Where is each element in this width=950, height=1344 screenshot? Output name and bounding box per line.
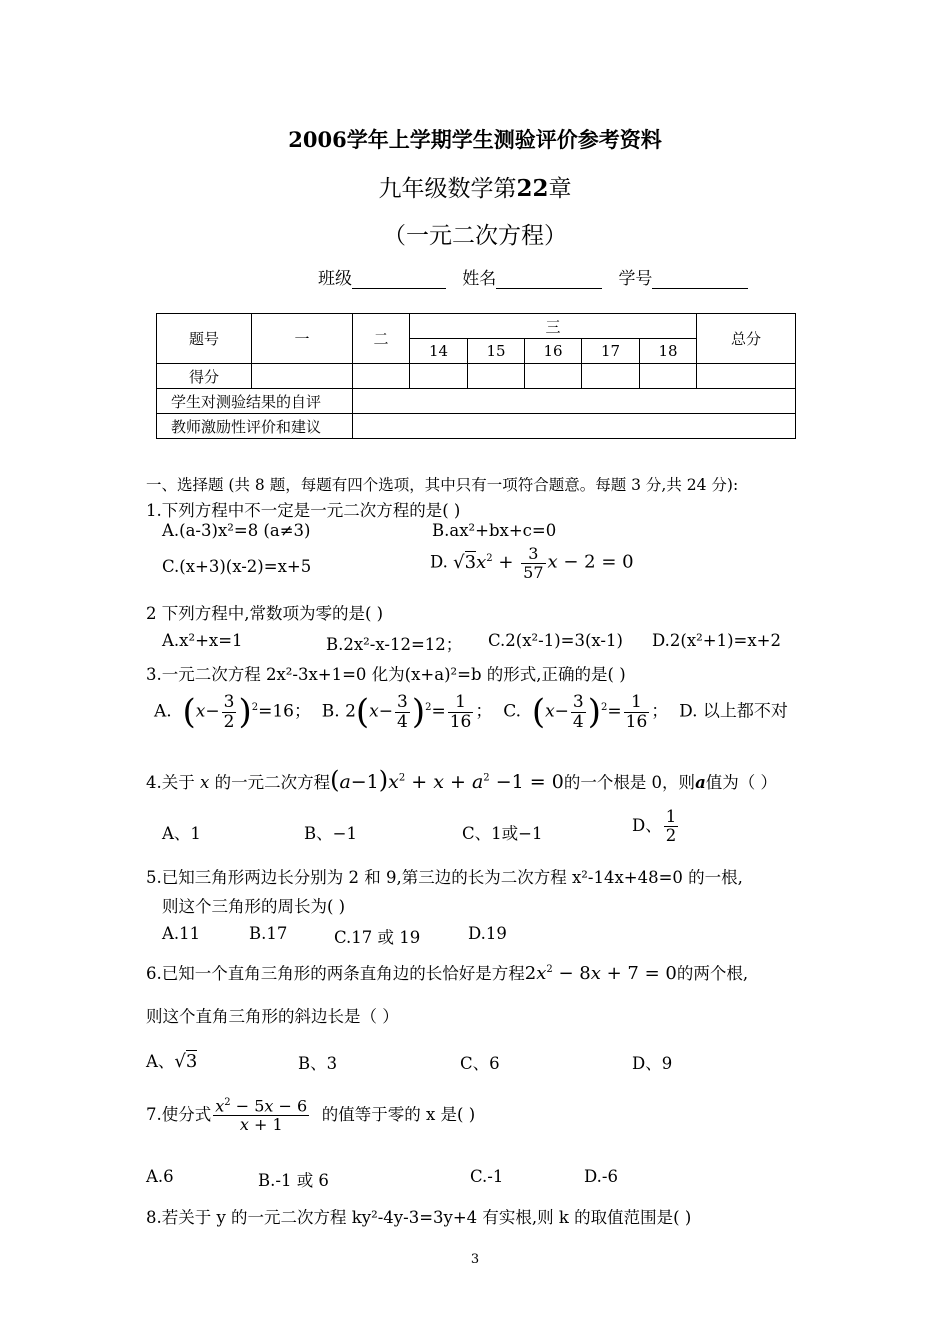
question-5-option-a: A.11 [162,924,201,943]
header-question-number: 题号 [157,314,252,364]
row-teacher-eval-label: 教师激励性评价和建议 [157,414,353,439]
question-5-option-d: D.19 [468,924,507,943]
question-7-option-d: D.-6 [584,1167,618,1186]
score-cell [582,364,640,389]
question-4-option-d: D、 $\frac{1}{2}$ [632,807,677,846]
question-1-stem: 1.下列方程中不一定是一元二次方程的是( ) [146,501,461,520]
name-blank [496,268,602,289]
document-topic: （一元二次方程） [383,223,567,249]
question-5-option-b: B.17 [249,924,288,943]
document-subtitle: 九年级数学第22章 [378,175,572,202]
question-5-stem-line-2: 则这个三角形的周长为( ) [162,897,346,916]
class-blank [352,268,446,289]
question-2-stem: 2 下列方程中,常数项为零的是( ) [146,604,384,623]
question-4-stem: 4.关于 x 的一元二次方程$(a-1)x^2 + x + a^2 -1 = 0$的一个根是 0，则a值为（ ） [146,766,778,794]
question-6-option-c: C、6 [460,1054,500,1073]
question-2-option-a: A.x²+x=1 [162,631,243,650]
header-part-three: 三 [410,314,697,339]
score-table [156,313,796,439]
score-cell [640,364,697,389]
score-cell [410,364,468,389]
question-6-stem-line-2: 则这个直角三角形的斜边长是（ ） [146,1007,399,1026]
question-1-option-c: C.(x+3)(x-2)=x+5 [162,557,312,576]
question-6-option-d: D、9 [632,1054,673,1073]
question-6-option-b: B、3 [298,1054,338,1073]
row-self-eval-label: 学生对测验结果的自评 [157,389,353,414]
question-3-option-c: C. [503,701,521,722]
question-7-option-a: A.6 [146,1167,174,1186]
question-7-option-b: B.-1 或 6 [258,1171,329,1190]
score-cell [468,364,525,389]
class-label: 班级 [318,269,352,289]
subheader-15: 15 [468,339,525,364]
subheader-18: 18 [640,339,697,364]
name-label: 姓名 [462,269,497,289]
question-7-stem: 7.使分式 $\frac{x^2 - 5x - 6}{x + 1}$ 的值等于零的 x 是( ) [146,1096,476,1134]
subheader-16: 16 [525,339,582,364]
question-3-option-d: D. 以上都不对 [679,701,788,722]
question-4-option-b: B、−1 [304,824,357,843]
score-cell [525,364,582,389]
question-1-option-d: D. $√3x^2$ + $\frac{3}{57}$ x − 2 = 0 [430,544,634,582]
header-total: 总分 [697,314,796,364]
question-6-stem-line-1: 6.已知一个直角三角形的两条直角边的长恰好是方程$2x^2 - 8x + 7 = 0$的两个根, [146,963,749,984]
question-4-option-a: A、1 [162,824,201,843]
question-3-option-a: A. [154,701,172,722]
question-2-option-c: C.2(x²-1)=3(x-1) [488,631,623,650]
question-8-stem: 8.若关于 y 的一元二次方程 ky²-4y-3=3y+4 有实根,则 k 的取值范围是( ) [146,1208,692,1227]
question-1-option-a: A.(a-3)x²=8 (a≠3) [162,521,311,540]
question-1-option-b: B.ax²+bx+c=0 [432,521,557,540]
question-3-option-b: B. [321,701,340,722]
page-number: 3 [470,1252,480,1267]
student-info-line [318,264,748,289]
question-6-option-a: A、√3 [146,1051,198,1072]
self-eval-cell [353,389,796,414]
subheader-17: 17 [582,339,640,364]
question-4-option-c: C、1或−1 [462,824,543,843]
row-score-label: 得分 [157,364,252,389]
score-cell [697,364,796,389]
header-part-one: 一 [252,314,353,364]
question-5-option-c: C.17 或 19 [334,928,421,947]
score-cell [353,364,410,389]
question-3-options: A. (x− $\frac{3}{2}$ )$^2$=16； B. 2(x− $\frac{3}{4}$ )$^2$= $\frac{1}{16}$ ； C. (x− $\frac{3}{4}$ )$^2$= $\frac{1}{16}$ ； D. 以上都不对 [154,692,788,733]
question-3-stem: 3.一元二次方程 2x²-3x+1=0 化为(x+a)²=b 的形式,正确的是( ) [146,665,626,684]
section-heading: 一、选择题 (共 8 题，每题有四个选项，其中只有一项符合题意。每题 3 分,共 24 分): [146,476,739,494]
question-5-stem-line-1: 5.已知三角形两边长分别为 2 和 9,第三边的长为二次方程 x²-14x+48=0 的一根, [146,868,743,887]
id-label: 学号 [618,269,653,289]
teacher-eval-cell [353,414,796,439]
document-title: 2006学年上学期学生测验评价参考资料 [288,127,662,152]
question-2-option-b: B.2x²-x-12=12； [326,635,463,654]
question-7-option-c: C.-1 [470,1167,504,1186]
question-2-option-d: D.2(x²+1)=x+2 [652,631,781,650]
subheader-14: 14 [410,339,468,364]
id-blank [652,268,748,289]
header-part-two: 二 [353,314,410,364]
score-cell [252,364,353,389]
